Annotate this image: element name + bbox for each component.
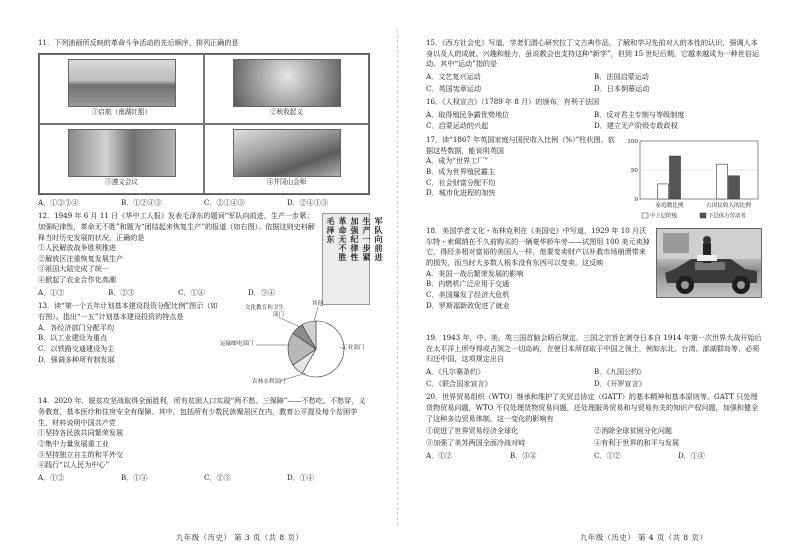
option-c: C．《联合国家宣言》 <box>426 378 492 388</box>
option-d: D．《开罗宣言》 <box>594 378 646 388</box>
car-window <box>695 262 725 270</box>
pie-label-transport: 运输邮电部门 <box>220 341 254 348</box>
car-photo-drawing <box>657 229 762 298</box>
question-14 <box>38 396 370 483</box>
option-b: B．成为世界殖民霸主 <box>426 167 496 177</box>
x-category-label-2: 占国民收入的比例 <box>706 203 751 210</box>
question-20-items <box>426 426 762 448</box>
question-20-item-3: ③加强了美苏两国全面冷战对峙 <box>426 437 526 447</box>
option-b: B．①④ <box>121 472 148 482</box>
question-14-stem: 14．2020 年，脱贫攻坚战取得全面胜利，所有贫困人口实现“两不愁、三保障”——不愁吃、不愁穿，义务教育、基本医疗和住房安全有保障。其中，包括所有少数民族聚居区在内，教育公平提及每个贫困学生，材料说明中国共产党 <box>38 396 366 427</box>
option-b: B．①②④③ <box>121 197 162 207</box>
option-a: A．美国一战后繁荣发展的影响 <box>426 268 524 278</box>
painting-cell-1 <box>39 54 204 124</box>
question-12-item-1: ①人民解放战争胜利推进 <box>38 243 117 253</box>
question-18-stem: 18．美国学者文化・布林克利在《美国史》中写道，1929 年 10 月沃尔特・索佩纳在不久前购买的一辆豪华轿车旁——试图用 100 美元卖掉它，得经多相对富裕的美国人一样，他要变卖财产以补救市场崩溃带来的损失，而当时大多数人根本没有东西可以变卖。这反映 <box>426 226 650 268</box>
question-19-options <box>426 367 762 389</box>
photo-building <box>663 233 689 253</box>
question-15 <box>426 38 762 94</box>
option-d: D．①④ <box>678 450 705 460</box>
sale-sign <box>697 255 717 261</box>
car-sale-photo <box>656 228 762 298</box>
question-20-item-4: ④有利于世界的和平与发展 <box>594 437 680 447</box>
painting-cell-4 <box>204 124 369 194</box>
option-d: D．日本倒幕运动 <box>594 83 650 93</box>
option-b: B．内燃机广泛应用于交通 <box>426 279 510 289</box>
option-c: C．美国爆发了经济大危机 <box>426 289 510 299</box>
bar-1-1 <box>658 184 669 199</box>
question-11-options <box>38 198 370 209</box>
question-17 <box>426 135 762 223</box>
pie-label-agriculture: 农林水利部门 <box>252 379 286 386</box>
legend-label-1: 中上层阶级 <box>650 213 677 220</box>
x-category-label-1: 家庭数比例 <box>655 203 684 210</box>
legend-label-2: 下层体力劳动者 <box>708 213 746 220</box>
question-18 <box>426 226 762 330</box>
question-13 <box>38 301 370 393</box>
option-c: C．启蒙运动的兴起 <box>426 121 489 131</box>
question-19-stem: 19．1943 年，中、美、英三国首脑会晤后规定，三国之宗旨在剥夺日本自 1914 年第一次世界大战开始后在太平洋上所夺得或占领之一切岛屿，在使日本所窃取于中国之领土，例如东北、台湾、澎湖群岛等，必须归还中国，这项规定出自 <box>426 333 762 364</box>
question-12-item-2: ②解放区注重恢复发展生产 <box>38 253 124 263</box>
painting-red-boat <box>68 59 176 107</box>
question-20-stem: 20．世界贸易组织（WTO）继承和维护了关贸总协定（GATT）的基本精神和基本原则等。GATT 只处理货物贸易问题，WTO 不仅处理货物贸易问题，还处理服务贸易和与贸易有关的知识产权问题，加强和健全了这种多边贸易体制。这一变化的影响有 <box>426 392 759 423</box>
question-12-options <box>38 288 318 299</box>
option-a: A．取得殖民争霸优势地位 <box>426 109 510 119</box>
option-a: A．各经济部门分配平均 <box>38 322 115 332</box>
question-13-stem: 13．读“第一个五年计划基本建设投资分配比例”图示（如右图）。指出“一五”计划基本建设投资的特点是 <box>38 301 218 322</box>
bar-2-2 <box>729 176 740 199</box>
option-c: C．社会财富分配不均 <box>426 177 496 187</box>
question-15-stem: 15．《西方社会史》写道，学者们潜心研究拉丁文古典作品，了解和学习先前对人的本性的认识，强调人本身以及人的成就、兴趣和能力，虽说教会也支持这种“新学”，但到 15 世纪后期，它越来越成为一种世俗运动。其中“运动”指的是 <box>426 38 759 69</box>
y-tick-label-100: 100 <box>627 139 638 146</box>
right-column <box>426 38 762 461</box>
option-b: B．《九国公约》 <box>594 367 646 377</box>
bar-2-1 <box>717 164 728 199</box>
mao-calligraphy-image <box>322 213 384 305</box>
bar-1-2 <box>670 156 681 199</box>
question-15-options <box>426 72 762 94</box>
question-11-image-grid <box>38 53 370 195</box>
question-20 <box>426 392 762 461</box>
pie-label-other: 其他 <box>312 301 324 308</box>
question-12-item-3: ③祖国大陆完成了统一 <box>38 264 109 274</box>
calligraphy-line-2: 生产一步紧 <box>362 217 372 263</box>
painting-cell-2 <box>204 54 369 124</box>
question-16-options <box>426 110 762 132</box>
legend-swatch-1 <box>642 213 648 218</box>
option-b: B．③④ <box>510 450 537 460</box>
calligraphy-line-1: 军队向前进 <box>374 217 384 263</box>
question-12-item-4: ④掀起了农业合作化高潮 <box>38 275 117 285</box>
option-a: A．①② <box>38 287 65 297</box>
option-d: D．③④ <box>248 287 275 297</box>
pie-leader-line-5 <box>314 307 318 321</box>
question-12 <box>38 211 384 298</box>
painting-caption-1: ①启航（南湖红船） <box>91 107 152 116</box>
calligraphy-line-3: 加强纪律性 <box>350 217 360 263</box>
option-a: A．《凡尔赛条约》 <box>426 367 485 377</box>
car-wheel-rear-hub <box>737 281 745 289</box>
option-a: A．①② <box>426 450 453 460</box>
left-column <box>38 38 384 484</box>
option-c: C．①② <box>594 450 621 460</box>
pie-label-culture: 文化教育和卫生部门 <box>244 305 284 319</box>
question-20-item-1: ①促进了世界贸易经济全球化 <box>426 426 519 436</box>
question-14-item-1: ①坚持各民族共同繁荣发展 <box>38 428 124 438</box>
question-20-item-2: ②消除全球贫困分化问题 <box>594 426 673 436</box>
question-20-options <box>426 451 762 462</box>
question-19 <box>426 333 762 389</box>
painting-jinggangshan <box>233 129 341 177</box>
painting-cell-3 <box>39 124 204 194</box>
option-c: C．②③ <box>204 472 231 482</box>
question-12-stem: 12．1949 年 6 月 11 日《华中工人报》发表毛泽东的题词“军队向前进，生产一步紧；加强纪律性，革命无不胜”和题为“团结起来恢复生产”的报道（如右图）。依据这则史料解释当时历史发展的状况，正确的是 <box>38 211 315 242</box>
option-b: B．法国启蒙运动 <box>594 71 649 81</box>
painting-caption-4: ④井冈山会师 <box>266 177 307 186</box>
bar-chart-svg <box>622 135 762 223</box>
option-d: D．罗斯福新政促进了就业 <box>426 300 510 310</box>
option-a: A．①②③④ <box>38 197 79 207</box>
pie-label-industry: 工业部门 <box>342 345 365 352</box>
man-head <box>703 236 711 244</box>
option-d: D．强调多种所有制发展 <box>38 354 115 364</box>
option-a: A．①② <box>38 472 65 482</box>
option-d: D．城市化进程的加快 <box>426 188 496 198</box>
legend-swatch-2 <box>700 213 706 218</box>
calligraphy-line-4: 革命无不胜 <box>338 217 348 263</box>
option-a: A．成为“世界工厂” <box>426 156 489 166</box>
question-11 <box>38 38 370 208</box>
option-b: B．②③ <box>108 287 135 297</box>
income-bar-chart <box>622 135 762 223</box>
option-b: B．以工业建设为重点 <box>38 333 108 343</box>
page-footer-left: 九年级（历史） 第 3 页（共 8 页） <box>176 533 304 542</box>
option-d: D．②④①③ <box>287 197 329 207</box>
page-footer-right: 九年级（历史） 第 4 页（共 8 页） <box>580 533 708 542</box>
painting-autumn-harvest <box>233 59 341 107</box>
painting-caption-3: ③遵义会议 <box>105 177 138 186</box>
option-d: D．①④ <box>287 472 314 482</box>
question-11-stem: 11．下列油画所反映的革命斗争活动的先后顺序，排列正确的是 <box>38 38 239 47</box>
option-c: C．英国宪章运动 <box>426 83 482 93</box>
option-a: A．文艺复兴运动 <box>426 71 481 81</box>
y-tick-label-50: 50 <box>630 168 638 175</box>
calligraphy-signature: 毛泽东 <box>326 217 336 245</box>
question-17-stem: 17．读“1867 年英国家庭与国民收入比例（%）”柱状图。依据这些数据，能说明英国 <box>426 135 615 155</box>
option-c: C．②①④③ <box>204 197 245 207</box>
option-c: C．以铁路交通建设为主 <box>38 343 115 353</box>
center-divider <box>397 30 398 525</box>
question-14-item-2: ②集中力量发展重工业 <box>38 438 109 448</box>
investment-pie-chart <box>220 301 370 393</box>
car-wheel-front-hub <box>681 281 689 289</box>
question-14-item-3: ③坚持独立自主的和平外交 <box>38 449 124 459</box>
option-d: D．建立无产阶级专政政权 <box>594 121 678 131</box>
question-16-stem: 16．《人权宣言》（1789 年 8 月）的颁布，有利于法国 <box>426 97 600 107</box>
question-14-options <box>38 473 370 484</box>
question-14-item-4: ④践行“以人民为中心” <box>38 460 110 470</box>
question-16 <box>426 97 762 132</box>
option-b: B．反对君主专制与等级制度 <box>594 109 685 119</box>
painting-caption-2: ②秋收起义 <box>270 107 303 116</box>
painting-zunyi-meeting <box>68 129 176 177</box>
y-tick-label-0: 0 <box>634 197 638 204</box>
option-c: C．①④ <box>178 287 205 297</box>
